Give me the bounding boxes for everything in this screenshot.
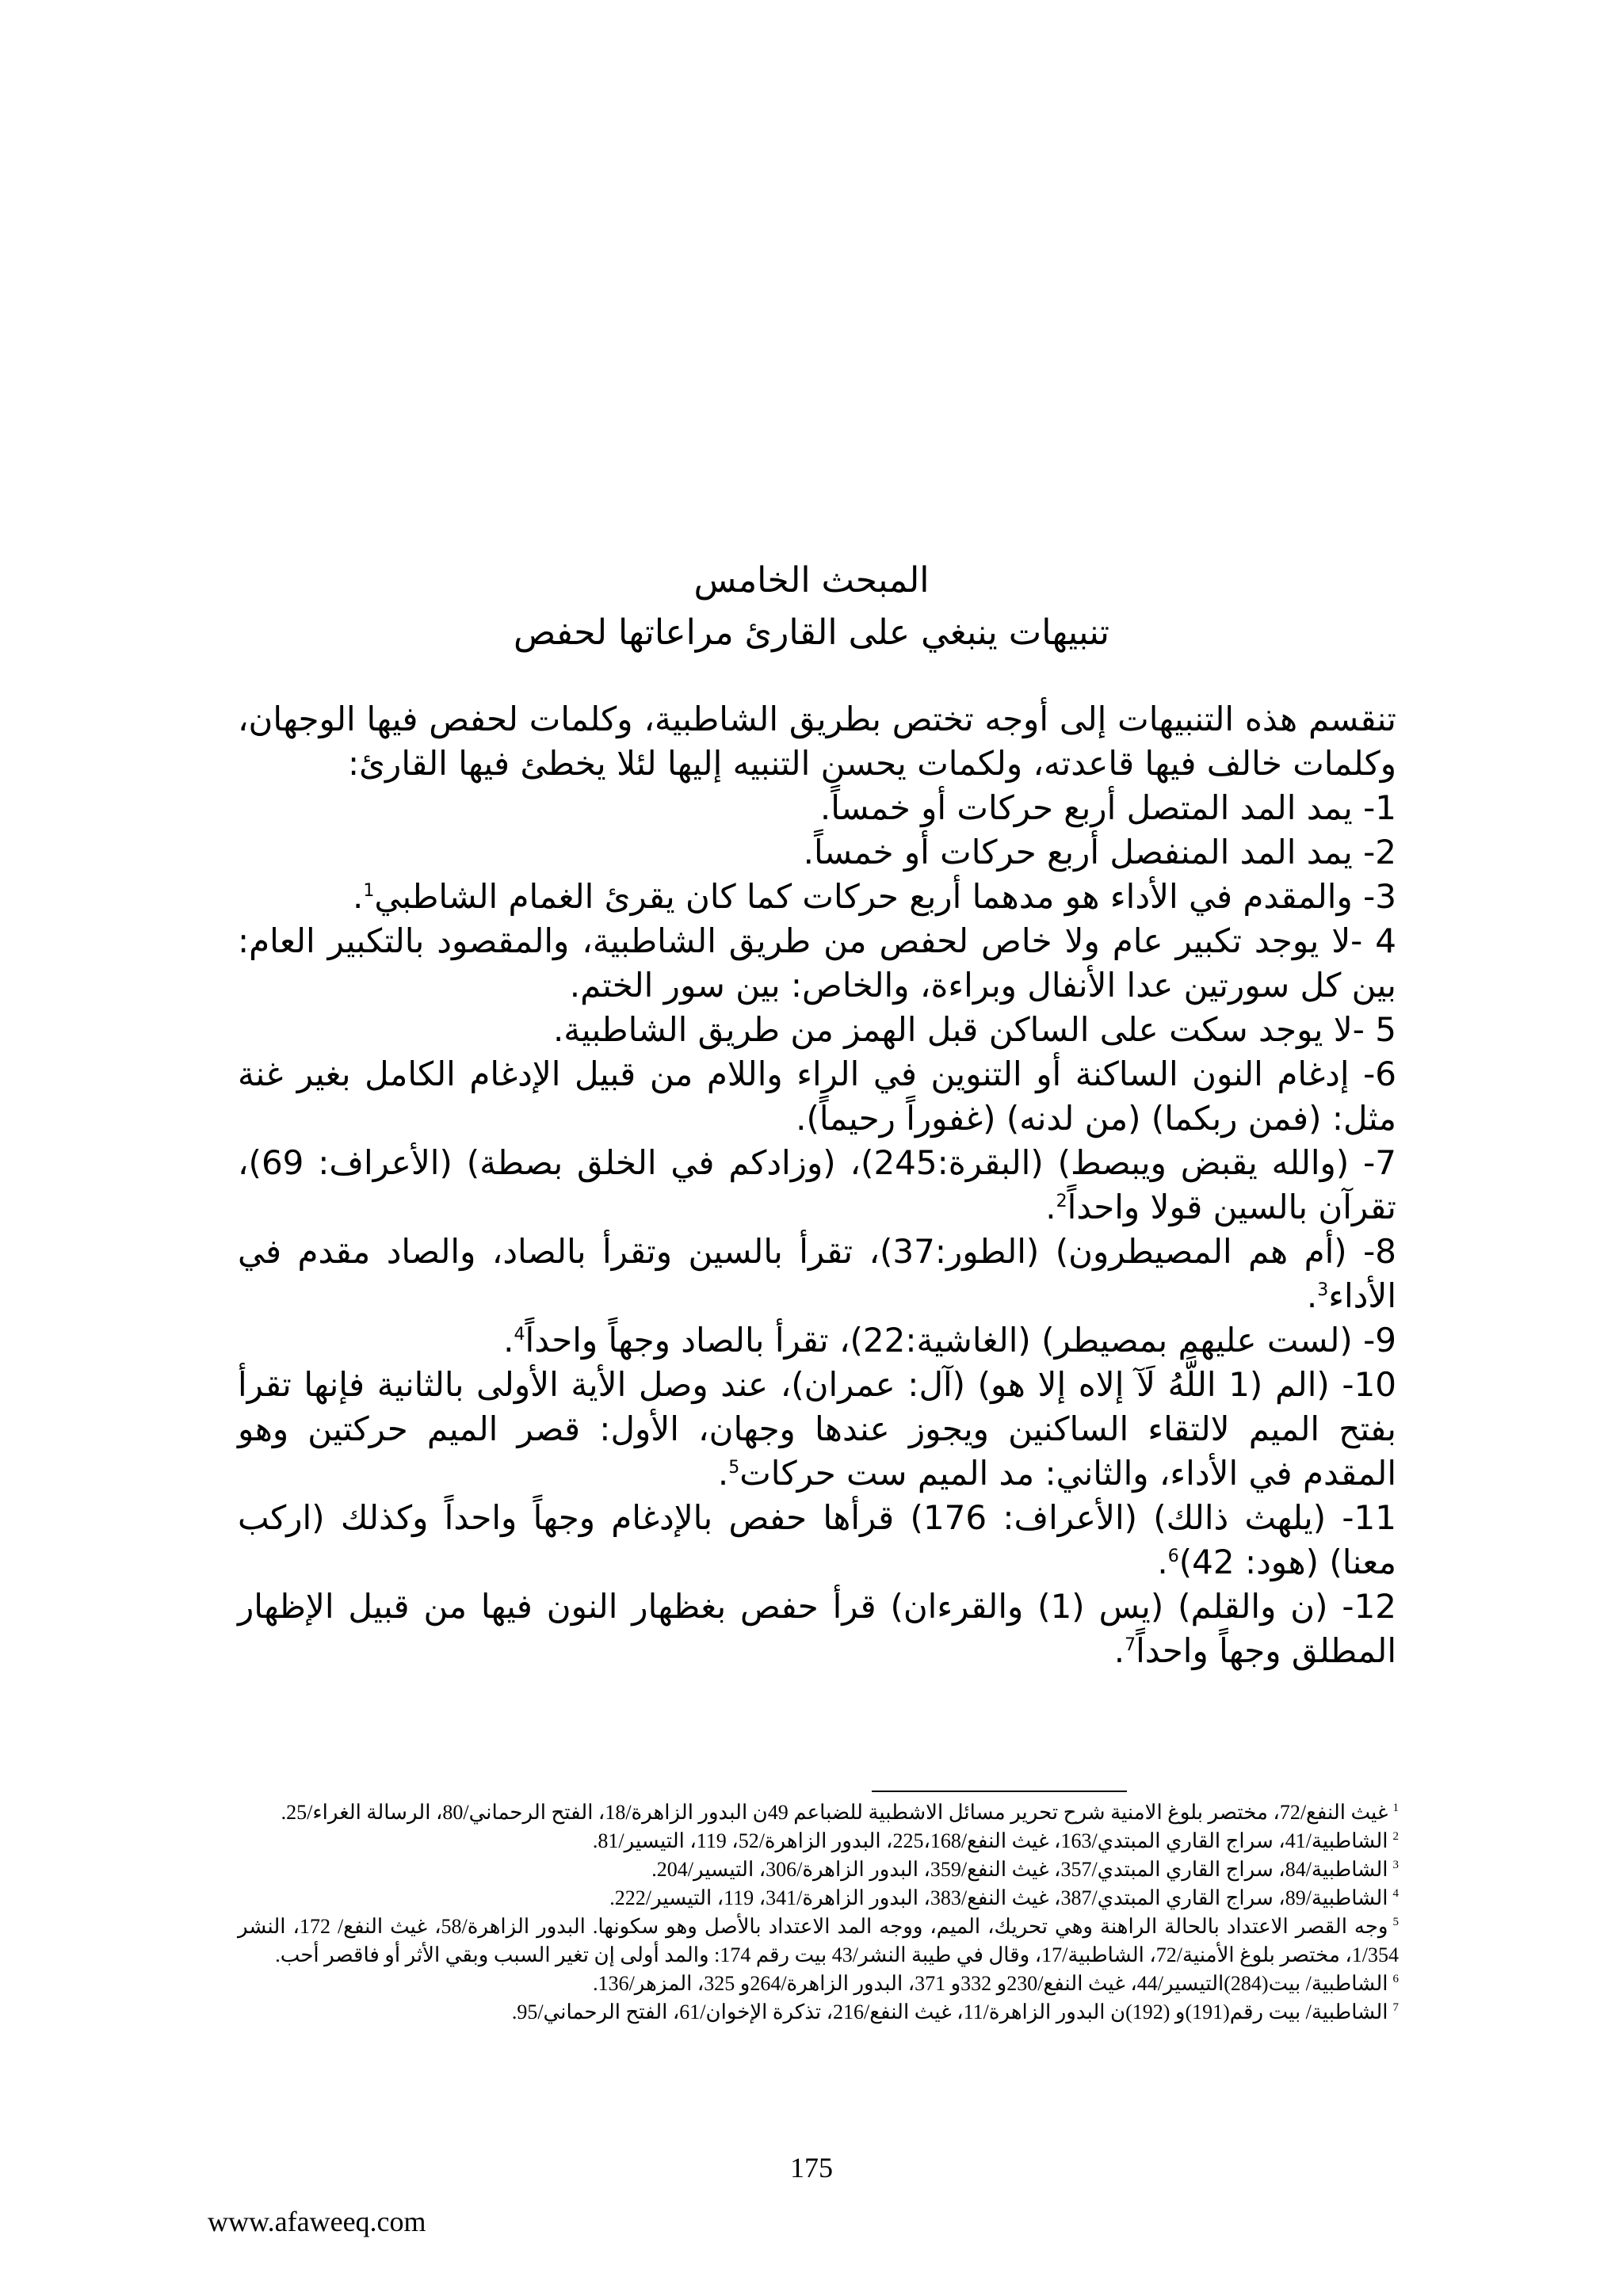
footnote-text: الشاطبية/41، سراج القاري المبتدي/163، غيث النفع/225،168، البدور الزاهرة/52، 119، التيسير/81. [592, 1829, 1388, 1852]
paragraph [238, 830, 1396, 875]
footnote-text: غيث النفع/72، مختصر بلوغ الامنية شرح تحرير مسائل الاشطبية للضباعم 49ن البدور الزاهرة/18، الفتح الرحماني/80، الرسالة الغراء/25. [281, 1801, 1388, 1824]
paragraph-end-mark: . [1113, 1631, 1125, 1670]
footnote-reference[interactable]: 4 [514, 1325, 525, 1344]
paragraph-end-mark: . [1306, 1276, 1318, 1315]
footnote-reference[interactable]: 1 [363, 881, 375, 901]
footnote-number: 3 [1392, 1859, 1399, 1872]
paragraph [238, 875, 1396, 919]
paragraph-text: 3- والمقدم في الأداء هو مدهما أربع حركات كما كان يقرئ الغمام الشاطبي [374, 877, 1396, 916]
website-footer: www.afaweeq.com [208, 2206, 426, 2237]
footnote-text: الشاطبية/89، سراج القاري المبتدي/387، غيث النفع/383، البدور الزاهرة/341، 119، التيسير/222. [609, 1886, 1388, 1909]
paragraph-end-mark: . [352, 877, 364, 916]
paragraph-text: 12- (ن والقلم) (يس (1) والقرءان) قرأ حفص بغظهار النون فيها من قبيل الإظهار المطلق وجهاً واحداً [238, 1587, 1397, 1670]
paragraph-text: 4 -لا يوجد تكبير عام ولا خاص لحفص من طريق الشاطبية، والمقصود بالتكبير العام: بين كل سورتين عدا الأنفال وبراءة، والخاص: بين سور الختم. [238, 921, 1396, 1005]
footnotes [238, 1798, 1399, 2027]
footnote [238, 1970, 1399, 1998]
paragraph [238, 1496, 1396, 1585]
footnote-reference[interactable]: 2 [1056, 1192, 1067, 1211]
paragraph [238, 1141, 1396, 1230]
footnote-reference[interactable]: 3 [1317, 1280, 1329, 1300]
paragraph-text: 10- (الم (1 اللَّهُ لَآ إلاه إلا هو) (آل: عمران)، عند وصل الأية الأولى بالثانية فإنها تقرأ بفتح الميم لالتقاء الساكنين ويجوز عندها وجهان، الأول: قصر الميم حركتين وهو المقدم في الأداء، والثاني: مد الميم ست حركات [238, 1365, 1397, 1493]
paragraph [238, 1363, 1396, 1496]
paragraph [238, 786, 1396, 830]
paragraph-text: 1- يمد المد المتصل أربع حركات أو خمساً. [819, 788, 1396, 827]
paragraph-text: تنقسم هذه التنبيهات إلى أوجه تختص بطريق الشاطبية، وكلمات لحفص فيها الوجهان، وكلمات خالف فيها قاعدته، ولكمات يحسن التنبيه إليها لئلا يخطئ فيها القارئ: [238, 700, 1396, 783]
footnote-text: وجه القصر الاعتداد بالحالة الراهنة وهي تحريك، الميم، ووجه المد الاعتداد بالأصل وهو سكونها. البدور الزاهرة/58، غيث النفع/ 172، النشر 1/354، مختصر بلوغ الأمنية/72، الشاطبية/17، وقال في طيبة النشر/43 بيت رقم 174: والمد أولى إن تغير السبب وبقي الأثر أو فاقصر أحب. [238, 1915, 1399, 1966]
footnote-text: الشاطبية/ بيت(284)التيسير/44، غيث النفع/230و 332و 371، البدور الزاهرة/264و 325، المزهر/136. [593, 1972, 1388, 1995]
paragraph-text: 2- يمد المد المنفصل أربع حركات أو خمساً. [803, 833, 1396, 871]
footnote-reference[interactable]: 6 [1167, 1547, 1179, 1566]
paragraph-end-mark: . [717, 1454, 729, 1493]
paragraph-text: 8- (أم هم المصيطرون) (الطور:37)، تقرأ بالسين وتقرأ بالصاد، والصاد مقدم في الأداء [238, 1232, 1396, 1315]
section-subtitle: تنبيهات ينبغي على القارئ مراعاتها لحفص [514, 612, 1109, 653]
paragraph-text: 5 -لا يوجد سكت على الساكن قبل الهمز من طريق الشاطبية. [552, 1010, 1396, 1049]
footnote [238, 1998, 1399, 2027]
footnote-number: 5 [1392, 1916, 1399, 1929]
paragraph-end-mark: . [1157, 1543, 1168, 1581]
footnote [238, 1798, 1399, 1827]
footnote-reference[interactable]: 5 [728, 1458, 740, 1478]
paragraph-text: 9- (لست عليهم بمصيطر) (الغاشية:22)، تقرأ بالصاد وجهاً واحداً [525, 1321, 1396, 1360]
paragraph-end-mark: . [1045, 1188, 1056, 1226]
footnote-number: 1 [1392, 1802, 1399, 1815]
footnote-number: 4 [1392, 1887, 1399, 1901]
footnote-number: 6 [1392, 1973, 1399, 1986]
paragraph [238, 919, 1396, 1008]
paragraph [238, 1230, 1396, 1318]
footnote-number: 2 [1392, 1830, 1399, 1844]
page-number: 175 [790, 2152, 833, 2183]
paragraph-text: 6- إدغام النون الساكنة أو التنوين في الراء واللام من قبيل الإدغام الكامل بغير غنة مثل: (فمن ربكما) (من لدنه) (غفوراً رحيماً). [238, 1055, 1396, 1138]
footnote [238, 1855, 1399, 1884]
footnote-text: الشاطبية/ بيت رقم(191)و (192)ن البدور الزاهرة/11، غيث النفع/216، تذكرة الإخوان/61، الفتح الرحماني/95. [511, 2000, 1388, 2023]
body-text [238, 697, 1396, 1673]
section-title: المبحث الخامس [693, 560, 930, 601]
footnote-reference[interactable]: 7 [1125, 1635, 1136, 1655]
paragraph [238, 1052, 1396, 1141]
footnote-number: 7 [1392, 2001, 1399, 2015]
paragraph [238, 697, 1396, 786]
footnote [238, 1827, 1399, 1855]
paragraph-end-mark: . [503, 1321, 514, 1360]
footnote [238, 1884, 1399, 1913]
paragraph [238, 1318, 1396, 1363]
paragraph [238, 1585, 1396, 1673]
paragraph-text: 7- (والله يقبض ويبصط) (البقرة:245)، (وزادكم في الخلق بصطة) (الأعراف: 69)، تقرآن بالسين قولا واحداً [238, 1143, 1396, 1226]
paragraph [238, 1008, 1396, 1052]
footnote [238, 1913, 1399, 1970]
footnote-text: الشاطبية/84، سراج القاري المبتدي/357، غيث النفع/359، البدور الزاهرة/306، التيسير/204. [651, 1858, 1388, 1881]
paragraph-text: 11- (يلهث ذالك) (الأعراف: 176) قرأها حفص بالإدغام وجهاً واحداً وكذلك (اركب معنا) (هود: 42) [238, 1498, 1396, 1581]
footnote-divider [872, 1791, 1127, 1792]
